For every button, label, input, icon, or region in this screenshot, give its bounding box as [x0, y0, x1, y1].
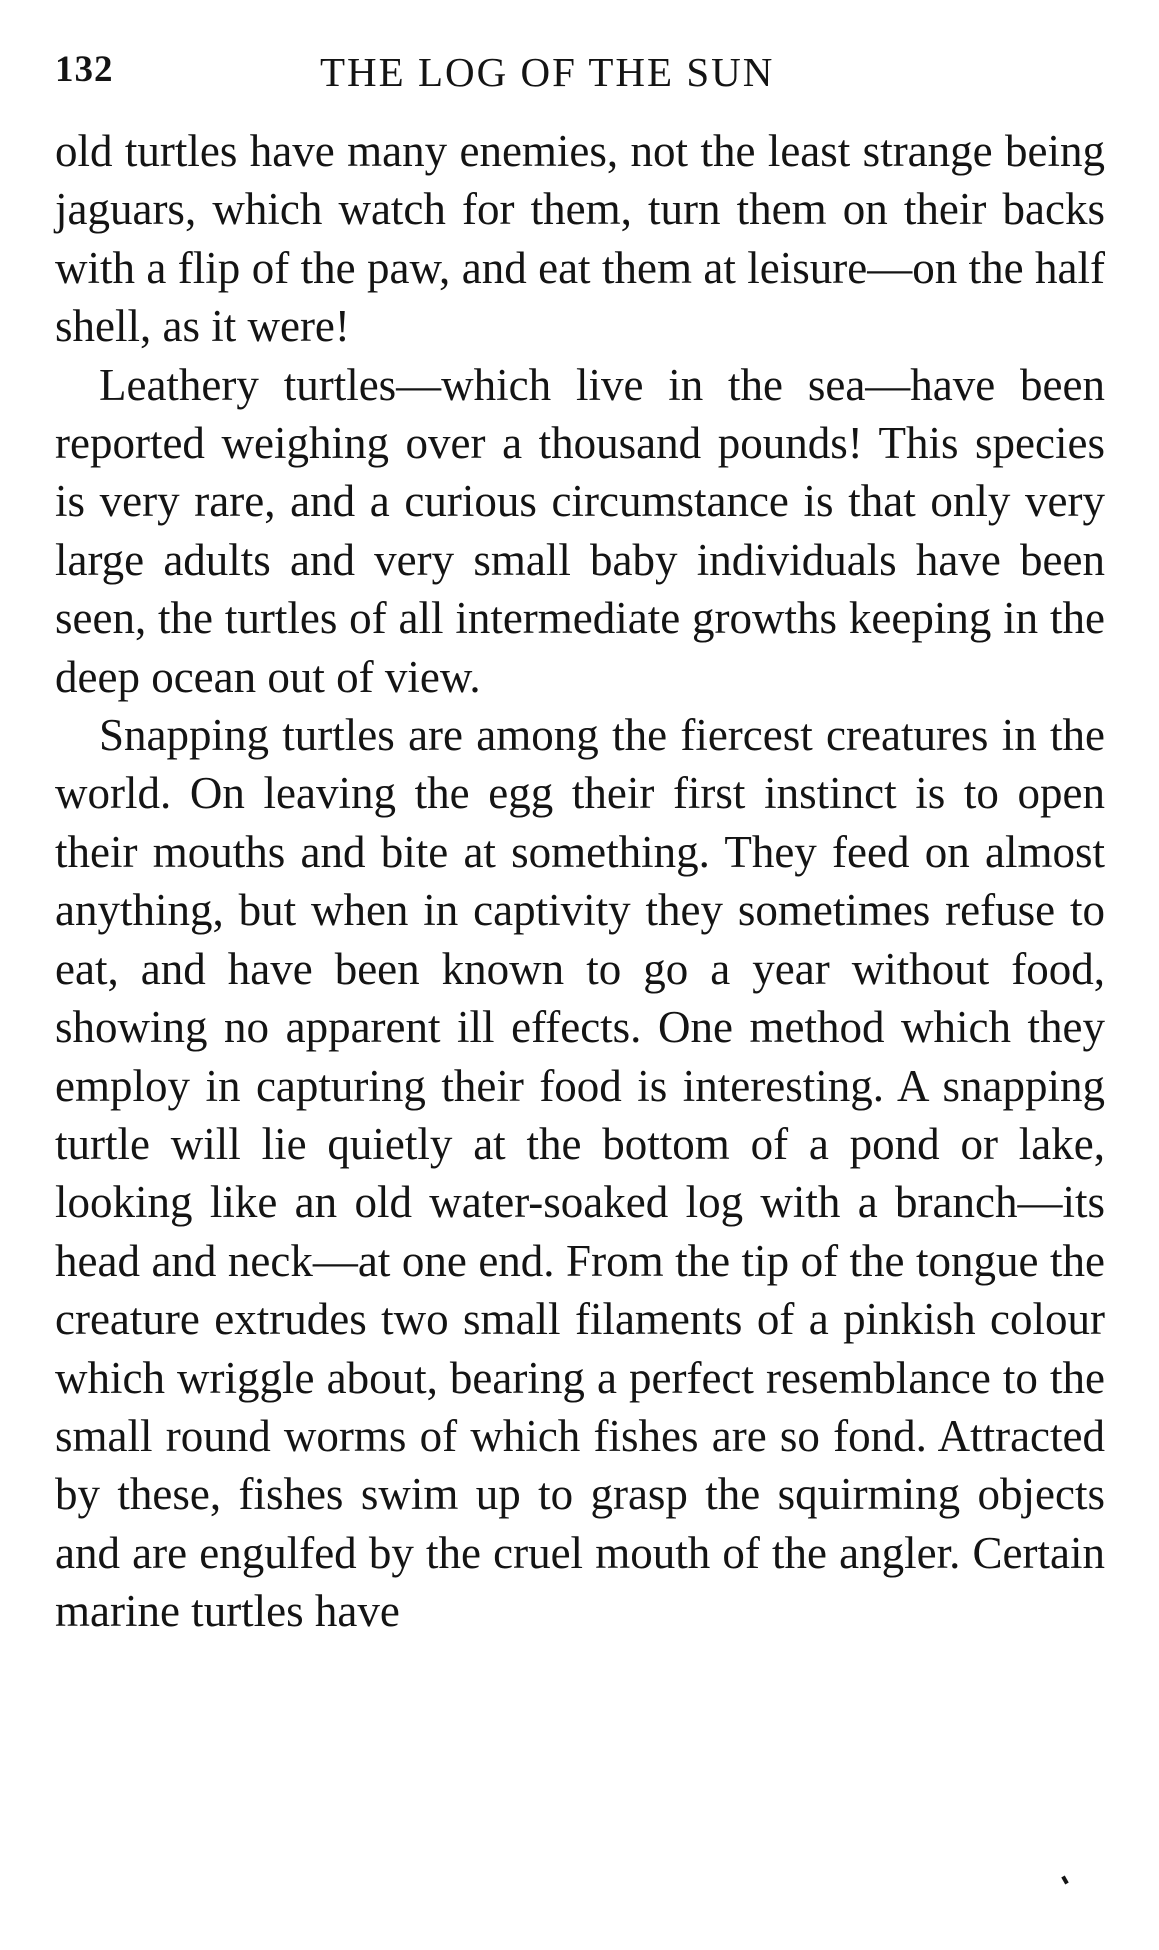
paragraph-2: Leathery turtles—which live in the sea—have been reported weighing over a thousand pounds! This species is very rare, and a curious circumstance is that only very large adults and very small baby individuals have been seen, the turtles of all intermediate growths keeping in the deep ocean out of view.: [55, 359, 1105, 702]
page-number: 132: [55, 49, 114, 90]
running-title: THE LOG OF THE SUN: [320, 49, 775, 95]
page-header: [55, 40, 1105, 100]
print-speck: [1061, 1876, 1068, 1885]
paragraph-1: old turtles have many enemies, not the least strange being jaguars, which watch for them, turn them on their backs with a flip of the paw, and eat them at leisure—on the half shell, as it were!: [55, 126, 1105, 352]
body-text: [55, 122, 1105, 1641]
paragraph-3: Snapping turtles are among the fiercest creatures in the world. On leaving the egg their first instinct is to open their mouths and bite at something. They feed on almost anything, but when in captivity they sometimes refuse to eat, and have been known to go a year without food, showing no apparent ill effects. One method which they employ in capturing their food is interesting. A snapping turtle will lie quietly at the bottom of a pond or lake, looking like an old water-soaked log with a branch—its head and neck—at one end. From the tip of the tongue the creature extrudes two small filaments of a pinkish colour which wriggle about, bearing a perfect resemblance to the small round worms of which fishes are so fond. Attracted by these, fishes swim up to grasp the squirming objects and are engulfed by the cruel mouth of the angler. Certain marine turtles have: [55, 710, 1105, 1637]
